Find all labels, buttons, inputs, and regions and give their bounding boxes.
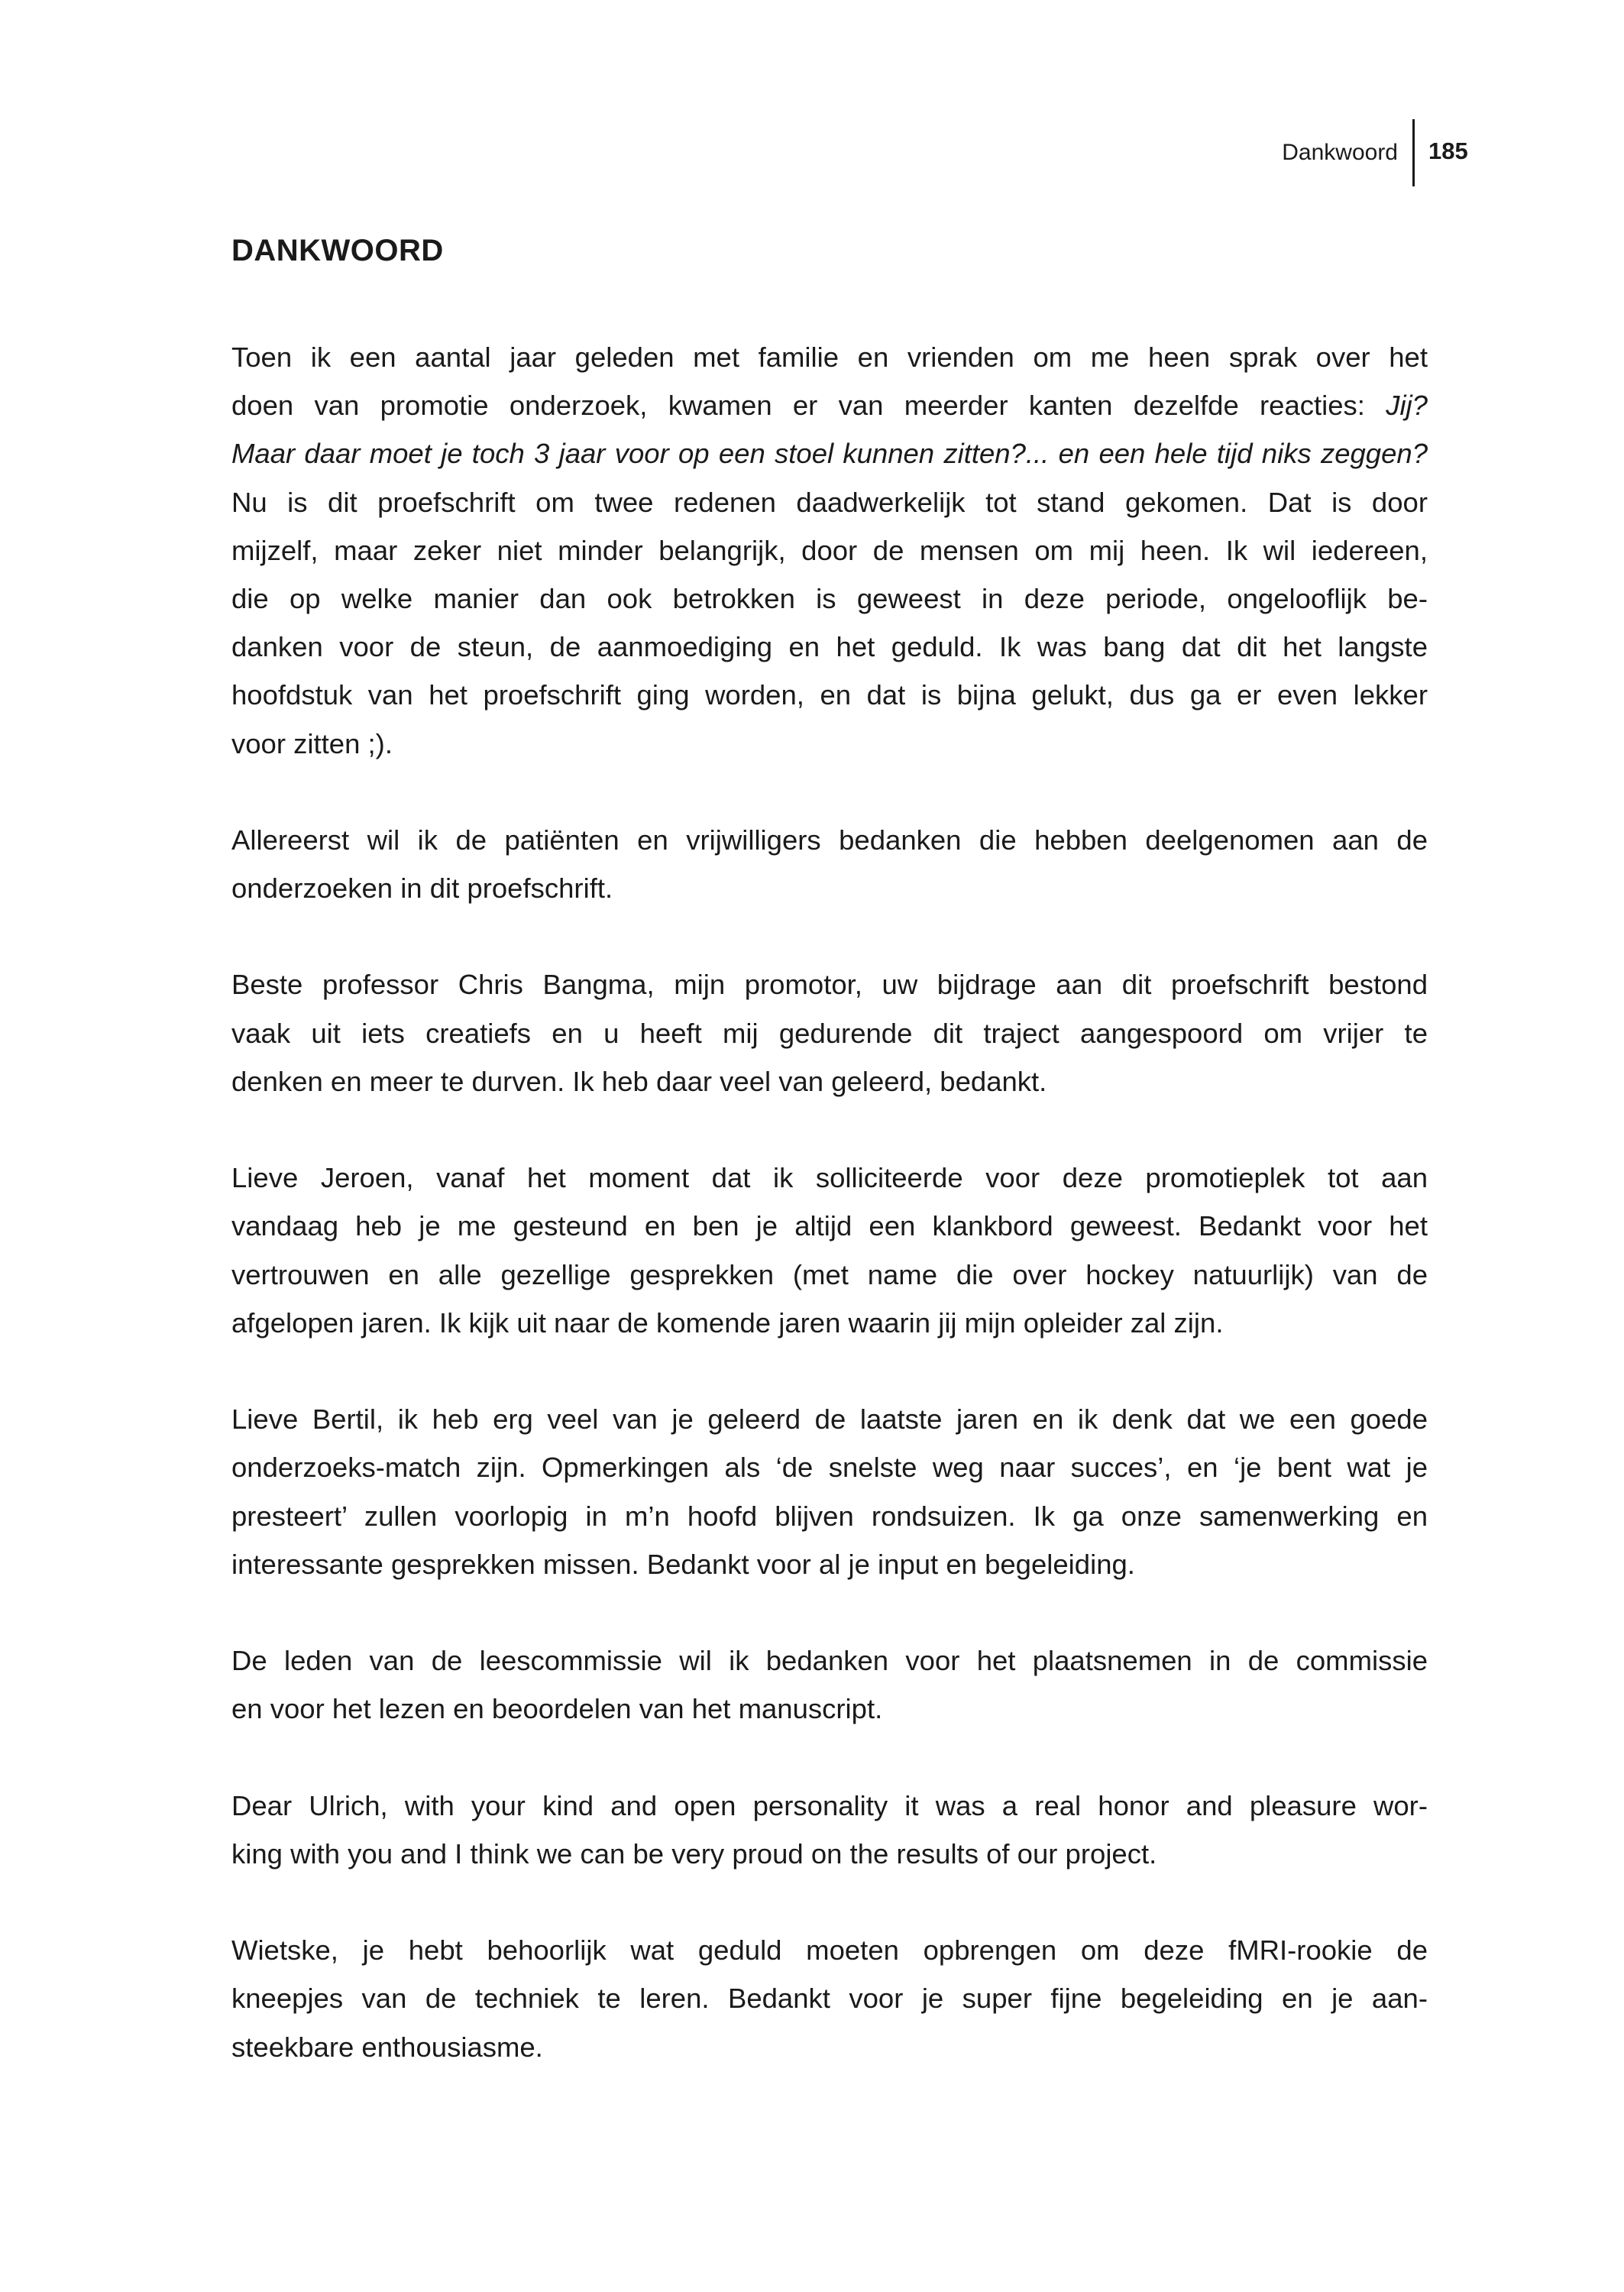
running-head-divider bbox=[1412, 119, 1415, 186]
line-text: kneepjes van de techniek te leren. Bedankt voor je super fijne begeleiding en je aan- bbox=[231, 1983, 1428, 2015]
paragraph bbox=[231, 1782, 1428, 1878]
page-number: 185 bbox=[1428, 138, 1468, 164]
line-text: vertrouwen en alle gezellige gesprekken (met name die over hockey natuurlijk) van de bbox=[231, 1258, 1428, 1290]
text-line bbox=[231, 1685, 1428, 1733]
running-head-section: Dankwoord bbox=[1282, 140, 1398, 165]
text-line bbox=[231, 1926, 1428, 1974]
text-line bbox=[231, 1443, 1428, 1491]
text-line bbox=[231, 1009, 1428, 1057]
text-line bbox=[231, 2023, 1428, 2071]
paragraph bbox=[231, 960, 1428, 1106]
text-line bbox=[231, 333, 1428, 381]
text-line bbox=[231, 1492, 1428, 1540]
paragraph bbox=[231, 1636, 1428, 1733]
italic-quote: Maar daar moet je toch 3 jaar voor op een stoel kunnen zitten?... en een hele tijd niks zeggen? bbox=[231, 438, 1428, 470]
body-text bbox=[231, 333, 1428, 2119]
text-line bbox=[231, 816, 1428, 864]
line-text: danken voor de steun, de aanmoediging en het geduld. Ik was bang dat dit het langste bbox=[231, 631, 1428, 663]
text-line bbox=[231, 575, 1428, 623]
text-line bbox=[231, 1251, 1428, 1299]
line-text: Lieve Jeroen, vanaf het moment dat ik solliciteerde voor deze promotieplek tot aan bbox=[231, 1162, 1428, 1194]
line-text: interessante gesprekken missen. Bedankt voor al je input en begeleiding. bbox=[231, 1548, 1135, 1580]
text-line bbox=[231, 429, 1428, 478]
text-line bbox=[231, 623, 1428, 671]
text-line bbox=[231, 1636, 1428, 1685]
text-line bbox=[231, 1782, 1428, 1830]
line-text: voor zitten ;). bbox=[231, 727, 393, 759]
italic-quote: Jij? bbox=[1386, 390, 1428, 422]
line-text: die op welke manier dan ook betrokken is geweest in deze periode, ongelooflijk be- bbox=[231, 582, 1428, 614]
paragraph bbox=[231, 1154, 1428, 1347]
line-text: onderzoeken in dit proefschrift. bbox=[231, 872, 613, 905]
text-line bbox=[231, 671, 1428, 719]
line-text: Dear Ulrich, with your kind and open personality it was a real honor and pleasure wor- bbox=[231, 1789, 1428, 1821]
text-line bbox=[231, 1974, 1428, 2022]
running-head bbox=[0, 119, 1624, 186]
line-text: afgelopen jaren. Ik kijk uit naar de komende jaren waarin jij mijn opleider zal zijn. bbox=[231, 1306, 1224, 1339]
text-line bbox=[231, 1057, 1428, 1106]
line-text: steekbare enthousiasme. bbox=[231, 2031, 543, 2063]
line-text: hoofdstuk van het proefschrift ging worden, en dat is bijna gelukt, dus ga er even lekker bbox=[231, 679, 1428, 711]
line-text: denken en meer te durven. Ik heb daar veel van geleerd, bedankt. bbox=[231, 1065, 1047, 1097]
line-text: onderzoeks-match zijn. Opmerkingen als ‘de snelste weg naar succes’, en ‘je bent wat je bbox=[231, 1452, 1428, 1484]
paragraph bbox=[231, 816, 1428, 912]
text-line bbox=[231, 1830, 1428, 1878]
text-line bbox=[231, 1154, 1428, 1202]
line-text: De leden van de leescommissie wil ik bedanken voor het plaatsnemen in de commissie bbox=[231, 1645, 1428, 1677]
chapter-title: DANKWOORD bbox=[231, 234, 444, 267]
paragraph bbox=[231, 1926, 1428, 2071]
line-text: king with you and I think we can be very proud on the results of our project. bbox=[231, 1837, 1157, 1870]
line-text: en voor het lezen en beoordelen van het manuscript. bbox=[231, 1693, 883, 1725]
line-text: Allereerst wil ik de patiënten en vrijwilligers bedanken die hebben deelgenomen aan de bbox=[231, 824, 1428, 856]
line-text: Beste professor Chris Bangma, mijn promotor, uw bijdrage aan dit proefschrift bestond bbox=[231, 969, 1428, 1001]
text-line bbox=[231, 478, 1428, 526]
line-text: presteert’ zullen voorlopig in m’n hoofd blijven rondsuizen. Ik ga onze samenwerking en bbox=[231, 1500, 1428, 1532]
paragraph bbox=[231, 1395, 1428, 1588]
text-line bbox=[231, 1202, 1428, 1250]
text-line bbox=[231, 526, 1428, 575]
text-line bbox=[231, 381, 1428, 429]
line-text: vaak uit iets creatiefs en u heeft mij gedurende dit traject aangespoord om vrijer te bbox=[231, 1017, 1428, 1049]
text-line bbox=[231, 1540, 1428, 1588]
line-text: Lieve Bertil, ik heb erg veel van je geleerd de laatste jaren en ik denk dat we een goede bbox=[231, 1403, 1428, 1436]
text-line bbox=[231, 960, 1428, 1008]
text-line bbox=[231, 1395, 1428, 1443]
line-text: Wietske, je hebt behoorlijk wat geduld moeten opbrengen om deze fMRI-rookie de bbox=[231, 1934, 1428, 1967]
text-line bbox=[231, 864, 1428, 912]
text-line bbox=[231, 1299, 1428, 1347]
line-text: Toen ik een aantal jaar geleden met familie en vrienden om me heen sprak over het bbox=[231, 342, 1428, 373]
paragraph bbox=[231, 333, 1428, 768]
text-line bbox=[231, 720, 1428, 768]
line-text: doen van promotie onderzoek, kwamen er van meerder kanten dezelfde reacties: bbox=[231, 390, 1386, 422]
line-text: mijzelf, maar zeker niet minder belangrijk, door de mensen om mij heen. Ik wil iedereen, bbox=[231, 534, 1428, 566]
line-text: Nu is dit proefschrift om twee redenen daadwerkelijk tot stand gekomen. Dat is door bbox=[231, 486, 1428, 518]
line-text: vandaag heb je me gesteund en ben je altijd een klankbord geweest. Bedankt voor het bbox=[231, 1210, 1428, 1242]
